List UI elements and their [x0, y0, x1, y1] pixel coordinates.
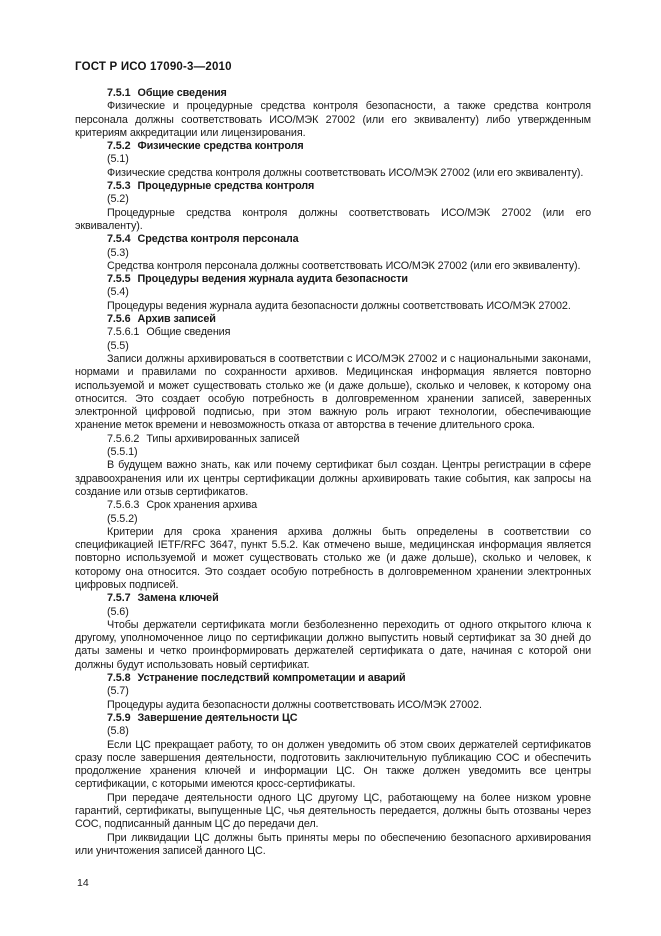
paragraph: Процедурные средства контроля должны соответствовать ИСО/МЭК 27002 (или его эквиваленту). [75, 206, 591, 232]
heading-number: 7.5.7 [107, 592, 131, 605]
clause-reference: (5.8) [107, 725, 129, 738]
clause-reference: (5.6) [107, 605, 129, 618]
heading-title: Архив записей [137, 313, 216, 326]
page-number: 14 [77, 877, 89, 890]
paragraph: При ликвидации ЦС должны быть приняты меры по обеспечению безопасного архивирования или уничтожения записей данного ЦС. [75, 831, 591, 857]
clause-reference: (5.1) [107, 153, 129, 166]
paragraph: Процедуры аудита безопасности должны соответствовать ИСО/МЭК 27002. [107, 698, 482, 711]
heading-title: Физические средства контроля [137, 140, 304, 153]
heading-title: Срок хранения архива [146, 499, 258, 512]
heading-number: 7.5.9 [107, 711, 131, 724]
heading-number: 7.5.6 [107, 313, 131, 326]
clause-reference: (5.2) [107, 193, 129, 206]
paragraph: Физические средства контроля должны соответствовать ИСО/МЭК 27002 (или его эквиваленту). [107, 166, 584, 179]
clause-reference: (5.3) [107, 246, 129, 259]
paragraph: Процедуры ведения журнала аудита безопасности должны соответствовать ИСО/МЭК 27002. [107, 299, 571, 312]
document-header: ГОСТ Р ИСО 17090-3—2010 [75, 61, 232, 73]
heading-title: Процедуры ведения журнала аудита безопасности [137, 273, 408, 286]
heading-title: Устранение последствий компрометации и аварий [137, 672, 406, 685]
heading-title: Процедурные средства контроля [137, 180, 315, 193]
section-heading [75, 233, 591, 246]
heading-number: 7.5.6.1 [107, 326, 140, 339]
section-heading [75, 592, 591, 605]
subsection-heading [75, 499, 591, 512]
heading-number: 7.5.6.3 [107, 499, 140, 512]
heading-title: Замена ключей [137, 592, 219, 605]
section-heading [75, 87, 591, 100]
heading-title: Завершение деятельности ЦС [137, 711, 298, 724]
paragraph: Средства контроля персонала должны соответствовать ИСО/МЭК 27002 (или его эквиваленту). [107, 259, 581, 272]
section-heading [75, 273, 591, 286]
subsection-heading [75, 326, 591, 339]
heading-number: 7.5.1 [107, 87, 131, 99]
clause-reference: (5.5.2) [107, 512, 138, 525]
section-heading [75, 712, 591, 725]
section-heading [75, 180, 591, 193]
paragraph: Чтобы держатели сертификата могли безболезненно переходить от одного открытого ключа к другому, уполномоченное лицо по сертификации должно выпустить новый сертификат за 30 дней до даты замены и четко проинформировать держателей сертификата о дате, начиная с которой они должны будут использовать новый сертификат. [75, 618, 591, 671]
heading-title: Средства контроля персонала [137, 233, 299, 246]
heading-number: 7.5.5 [107, 273, 131, 286]
paragraph: Критерии для срока хранения архива должны быть определены в соответствии со спецификацией IETF/RFC 3647, пункт 5.5.2. Как отмечено выше, медицинская информация является повторно используемой и может существовать столько же (и даже дольше), сколько и человек, к которому она относится. Это создает особую потребность в долговременном хранении электронных цифровых подписей. [75, 525, 591, 591]
heading-title: Типы архивированных записей [146, 432, 300, 445]
paragraph: В будущем важно знать, как или почему сертификат был создан. Центры регистрации в сфере здравоохранения или их центры сертификации должны архивировать такие события, как запросы на создание или отзыв сертификатов. [75, 459, 591, 498]
section-heading [75, 140, 591, 153]
paragraph: Физические и процедурные средства контроля безопасности, а также средства контроля персонала должны соответствовать ИСО/МЭК 27002 (или его эквиваленту) либо утвержденным критериям аккредитации или лицензирования. [75, 100, 591, 139]
subsection-heading [75, 433, 591, 446]
clause-reference: (5.7) [107, 685, 129, 698]
clause-reference: (5.4) [107, 286, 129, 299]
paragraph: При передаче деятельности одного ЦС другому ЦС, работающему на более низком уровне гарантий, сертификаты, выпущенные ЦС, чья деятельность передается, должны быть отозваны через СОС, подписанный данным ЦС до передачи дел. [75, 791, 591, 831]
clause-reference: (5.5.1) [107, 446, 138, 459]
section-heading [75, 672, 591, 685]
heading-number: 7.5.8 [107, 672, 131, 685]
document-body [75, 87, 591, 858]
heading-title: Общие сведения [146, 326, 231, 339]
clause-reference: (5.5) [107, 339, 129, 352]
heading-number: 7.5.3 [107, 180, 131, 193]
paragraph: Если ЦС прекращает работу, то он должен уведомить об этом своих держателей сертификатов сразу после завершения деятельности, подготовить заключительную публикацию СОС и обеспечить продолжение хранения ключей и информации ЦС. Он также должен уведомить все центры сертификации, с которыми имеются кросс-сертификаты. [75, 738, 591, 791]
paragraph: Записи должны архивироваться в соответствии с ИСО/МЭК 27002 и с национальными законами, нормами и правилами по сохранности архивов. Медицинская информация является повторно используемой и может существовать столько же (и даже дольше), сколько и человек, к которому она относится. Это создает особую потребность в долговременном хранении записей, заверенных электронной цифровой подписью, при этом важную роль играют технологии, обеспечивающие хранение меток времени и невозможность отказа от авторства в течение длительного срока. [75, 352, 591, 432]
heading-number: 7.5.4 [107, 233, 131, 246]
heading-title: Общие сведения [137, 87, 227, 99]
section-heading [75, 313, 591, 326]
heading-number: 7.5.6.2 [107, 432, 140, 445]
heading-number: 7.5.2 [107, 140, 131, 153]
